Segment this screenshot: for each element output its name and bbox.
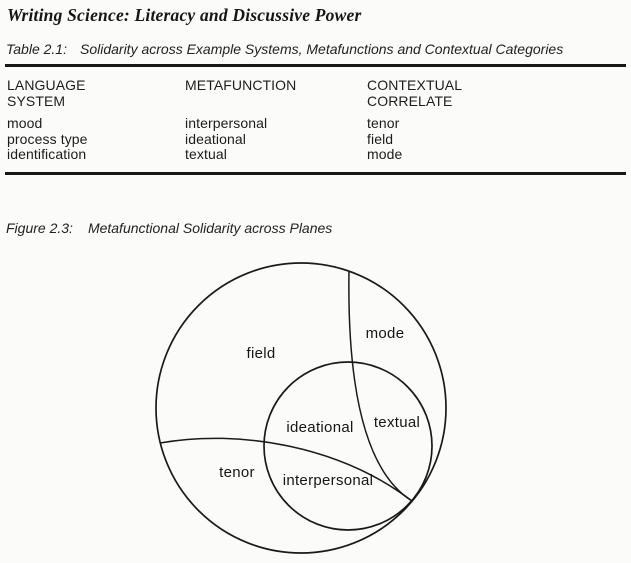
table-cell: textual bbox=[185, 146, 227, 162]
book-title: Writing Science: Literacy and Discussive Power bbox=[7, 5, 362, 25]
table-cell: tenor bbox=[367, 115, 400, 131]
label-interpersonal: interpersonal bbox=[282, 472, 374, 489]
column-header-line: CONTEXTUAL bbox=[367, 77, 463, 93]
column-header-line: METAFUNCTION bbox=[185, 77, 297, 93]
metafunction-planes-diagram bbox=[0, 250, 631, 563]
table-header-row bbox=[5, 67, 626, 109]
figure-caption bbox=[6, 220, 332, 236]
table-cell: field bbox=[367, 130, 394, 147]
table-cell: interpersonal bbox=[185, 115, 268, 131]
column-header-metafunction bbox=[185, 78, 367, 109]
column-header-line: LANGUAGE bbox=[7, 77, 86, 93]
column-header-line: CORRELATE bbox=[367, 92, 453, 109]
label-textual: textual bbox=[373, 414, 421, 431]
column-header-line: SYSTEM bbox=[7, 92, 66, 109]
table-cell: mood bbox=[7, 115, 43, 131]
table-cell: ideational bbox=[185, 130, 246, 147]
figure-caption-label: Figure 2.3: bbox=[6, 220, 73, 236]
table-caption-label: Table 2.1: bbox=[6, 41, 67, 57]
table-caption-text: Solidarity across Example Systems, Metafunctions and Contextual Categories bbox=[79, 41, 564, 57]
table-cell: mode bbox=[367, 146, 403, 162]
table-body bbox=[5, 116, 626, 163]
table-cell: process type bbox=[7, 130, 88, 147]
label-ideational: ideational bbox=[286, 419, 354, 436]
label-tenor: tenor bbox=[219, 464, 255, 481]
table-caption bbox=[6, 41, 563, 57]
label-mode: mode bbox=[365, 325, 405, 342]
table-cell: identification bbox=[7, 146, 87, 162]
label-field: field bbox=[246, 345, 276, 362]
figure-caption-text: Metafunctional Solidarity across Planes bbox=[87, 220, 333, 236]
tenor-interpersonal-divider-curve bbox=[160, 438, 412, 501]
column-header-language-system bbox=[7, 78, 185, 109]
column-header-contextual-correlate bbox=[367, 78, 626, 109]
table-2-1 bbox=[5, 64, 626, 175]
